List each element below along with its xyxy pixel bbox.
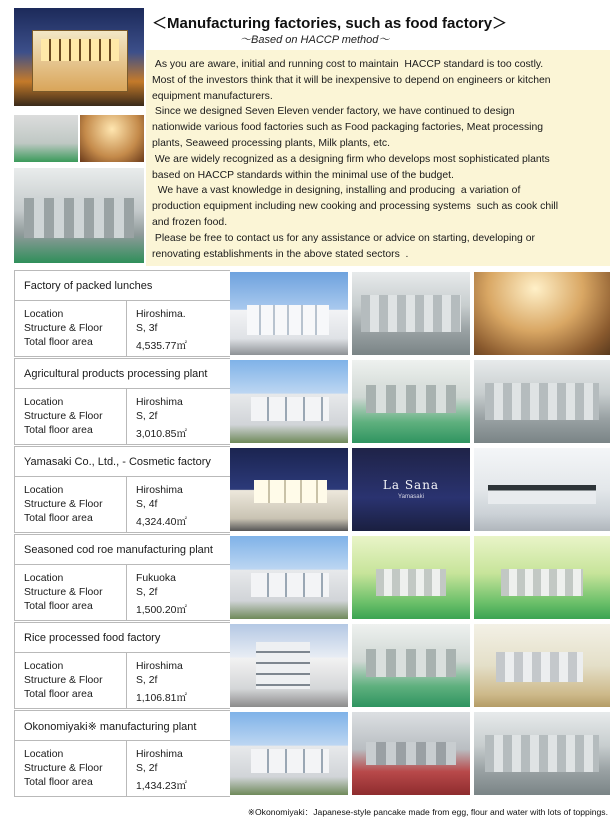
factory-interior-photo bbox=[352, 272, 470, 355]
brand-sign-photo bbox=[352, 448, 470, 531]
location-value: Hiroshima. bbox=[136, 309, 186, 320]
factory-info-cell bbox=[14, 446, 230, 533]
factory-exterior-photo bbox=[230, 360, 348, 443]
factory-row bbox=[14, 534, 610, 621]
factory-name: Factory of packed lunches bbox=[15, 271, 230, 301]
area-value: 3,010.85㎡ bbox=[136, 429, 187, 440]
factory-exterior-photo bbox=[230, 712, 348, 795]
area-label: Total floor area bbox=[24, 601, 93, 612]
intro-line: equipment manufacturers. bbox=[152, 90, 273, 102]
area-value: 1,106.81㎡ bbox=[136, 693, 187, 704]
factory-exterior-photo bbox=[230, 624, 348, 707]
structure-label: Structure & Floor bbox=[24, 675, 103, 686]
factory-exterior-photo bbox=[230, 272, 348, 355]
structure-value: S, 4f bbox=[136, 499, 158, 510]
factory-kitchen-photo bbox=[14, 168, 144, 263]
page-title: ＜Manufacturing factories, such as food factory＞ bbox=[152, 15, 508, 32]
factory-interior-photo bbox=[352, 712, 470, 795]
factory-lobby-photo bbox=[474, 272, 610, 355]
factory-interior-photo bbox=[352, 624, 470, 707]
factory-interior-photo bbox=[474, 536, 610, 619]
area-value: 4,535.77㎡ bbox=[136, 341, 187, 352]
location-label: Location bbox=[24, 397, 64, 408]
intro-line: As you are aware, initial and running cost to maintain HACCP standard is too costly. bbox=[152, 59, 544, 70]
factory-lab-photo bbox=[474, 448, 610, 531]
location-value: Fukuoka bbox=[136, 573, 176, 584]
intro-line: nationwide various food factories such as Food packaging factories, Meat processing bbox=[152, 122, 544, 134]
area-value: 1,434.23㎡ bbox=[136, 781, 187, 792]
factory-name: Rice processed food factory bbox=[15, 623, 230, 653]
factory-corridor-photo bbox=[14, 115, 78, 162]
factory-name: Okonomiyaki※ manufacturing plant bbox=[15, 711, 230, 741]
area-label: Total floor area bbox=[24, 777, 93, 788]
intro-line: We have a vast knowledge in designing, installing and producing a variation of bbox=[152, 185, 521, 197]
intro-text-box bbox=[146, 50, 610, 266]
intro-line: Since we designed Seven Eleven vender factory, we have continued to design bbox=[152, 106, 515, 118]
factory-exterior-night-photo bbox=[14, 8, 144, 106]
factory-exterior-photo bbox=[230, 536, 348, 619]
intro-line: Most of the investors think that it will be inexpensive to depend on engineers or kitchen bbox=[152, 74, 551, 86]
location-value: Hiroshima bbox=[136, 749, 183, 760]
footnote: ※Okonomiyaki：Japanese-style pancake made from egg, flour and water with lots of toppings. bbox=[247, 807, 608, 817]
location-value: Hiroshima bbox=[136, 661, 183, 672]
page-subtitle: 〜Based on HACCP method〜 bbox=[240, 34, 390, 46]
factory-lobby-photo bbox=[80, 115, 144, 162]
area-label: Total floor area bbox=[24, 689, 93, 700]
factory-info-cell bbox=[14, 358, 230, 445]
structure-label: Structure & Floor bbox=[24, 499, 103, 510]
brand-sign-subtext: Yamasaki bbox=[398, 494, 424, 500]
factory-name: Yamasaki Co., Ltd., - Cosmetic factory bbox=[15, 447, 230, 477]
factory-exterior-photo bbox=[230, 448, 348, 531]
factory-row bbox=[14, 446, 610, 533]
factory-row bbox=[14, 622, 610, 709]
area-value: 4,324.40㎡ bbox=[136, 517, 187, 528]
factory-info-cell bbox=[14, 270, 230, 357]
factory-row bbox=[14, 710, 610, 797]
location-value: Hiroshima bbox=[136, 397, 183, 408]
structure-label: Structure & Floor bbox=[24, 411, 103, 422]
factory-interior-photo bbox=[352, 360, 470, 443]
intro-line: renovating establishments in the above stated sectors . bbox=[152, 248, 409, 260]
factory-row bbox=[14, 358, 610, 445]
intro-line: and frozen food. bbox=[152, 216, 228, 228]
area-label: Total floor area bbox=[24, 337, 93, 348]
intro-line: based on HACCP standards within the minimal use of the budget. bbox=[152, 169, 454, 181]
area-label: Total floor area bbox=[24, 425, 93, 436]
area-label: Total floor area bbox=[24, 513, 93, 524]
structure-value: S, 2f bbox=[136, 587, 158, 598]
intro-line: We are widely recognized as a designing firm who develops most sophisticated plants bbox=[152, 153, 550, 165]
intro-line: production equipment including new cooking and processing systems such as cook chill bbox=[152, 201, 559, 213]
location-value: Hiroshima bbox=[136, 485, 183, 496]
structure-value: S, 3f bbox=[136, 323, 158, 334]
location-label: Location bbox=[24, 749, 64, 760]
location-label: Location bbox=[24, 309, 64, 320]
structure-value: S, 2f bbox=[136, 411, 158, 422]
factory-interior-photo bbox=[474, 360, 610, 443]
structure-label: Structure & Floor bbox=[24, 763, 103, 774]
area-value: 1,500.20㎡ bbox=[136, 605, 187, 616]
factory-info-cell bbox=[14, 534, 230, 621]
structure-label: Structure & Floor bbox=[24, 587, 103, 598]
factory-name: Agricultural products processing plant bbox=[15, 359, 230, 389]
intro-line: plants, Seaweed processing plants, Milk plants, etc. bbox=[152, 137, 390, 149]
factory-row bbox=[14, 270, 610, 357]
factory-interior-photo bbox=[474, 624, 610, 707]
location-label: Location bbox=[24, 485, 64, 496]
factory-interior-photo bbox=[474, 712, 610, 795]
intro-line: Please be free to contact us for any assistance or advice on starting, developing or bbox=[152, 232, 535, 244]
location-label: Location bbox=[24, 573, 64, 584]
factory-interior-photo bbox=[352, 536, 470, 619]
factory-name: Seasoned cod roe manufacturing plant bbox=[15, 535, 230, 565]
factory-info-cell bbox=[14, 622, 230, 709]
brand-sign-text: La Sana bbox=[382, 478, 440, 492]
location-label: Location bbox=[24, 661, 64, 672]
factory-info-cell bbox=[14, 710, 230, 797]
structure-label: Structure & Floor bbox=[24, 323, 103, 334]
intro-section bbox=[0, 0, 616, 268]
structure-value: S, 2f bbox=[136, 675, 158, 686]
structure-value: S, 2f bbox=[136, 763, 158, 774]
